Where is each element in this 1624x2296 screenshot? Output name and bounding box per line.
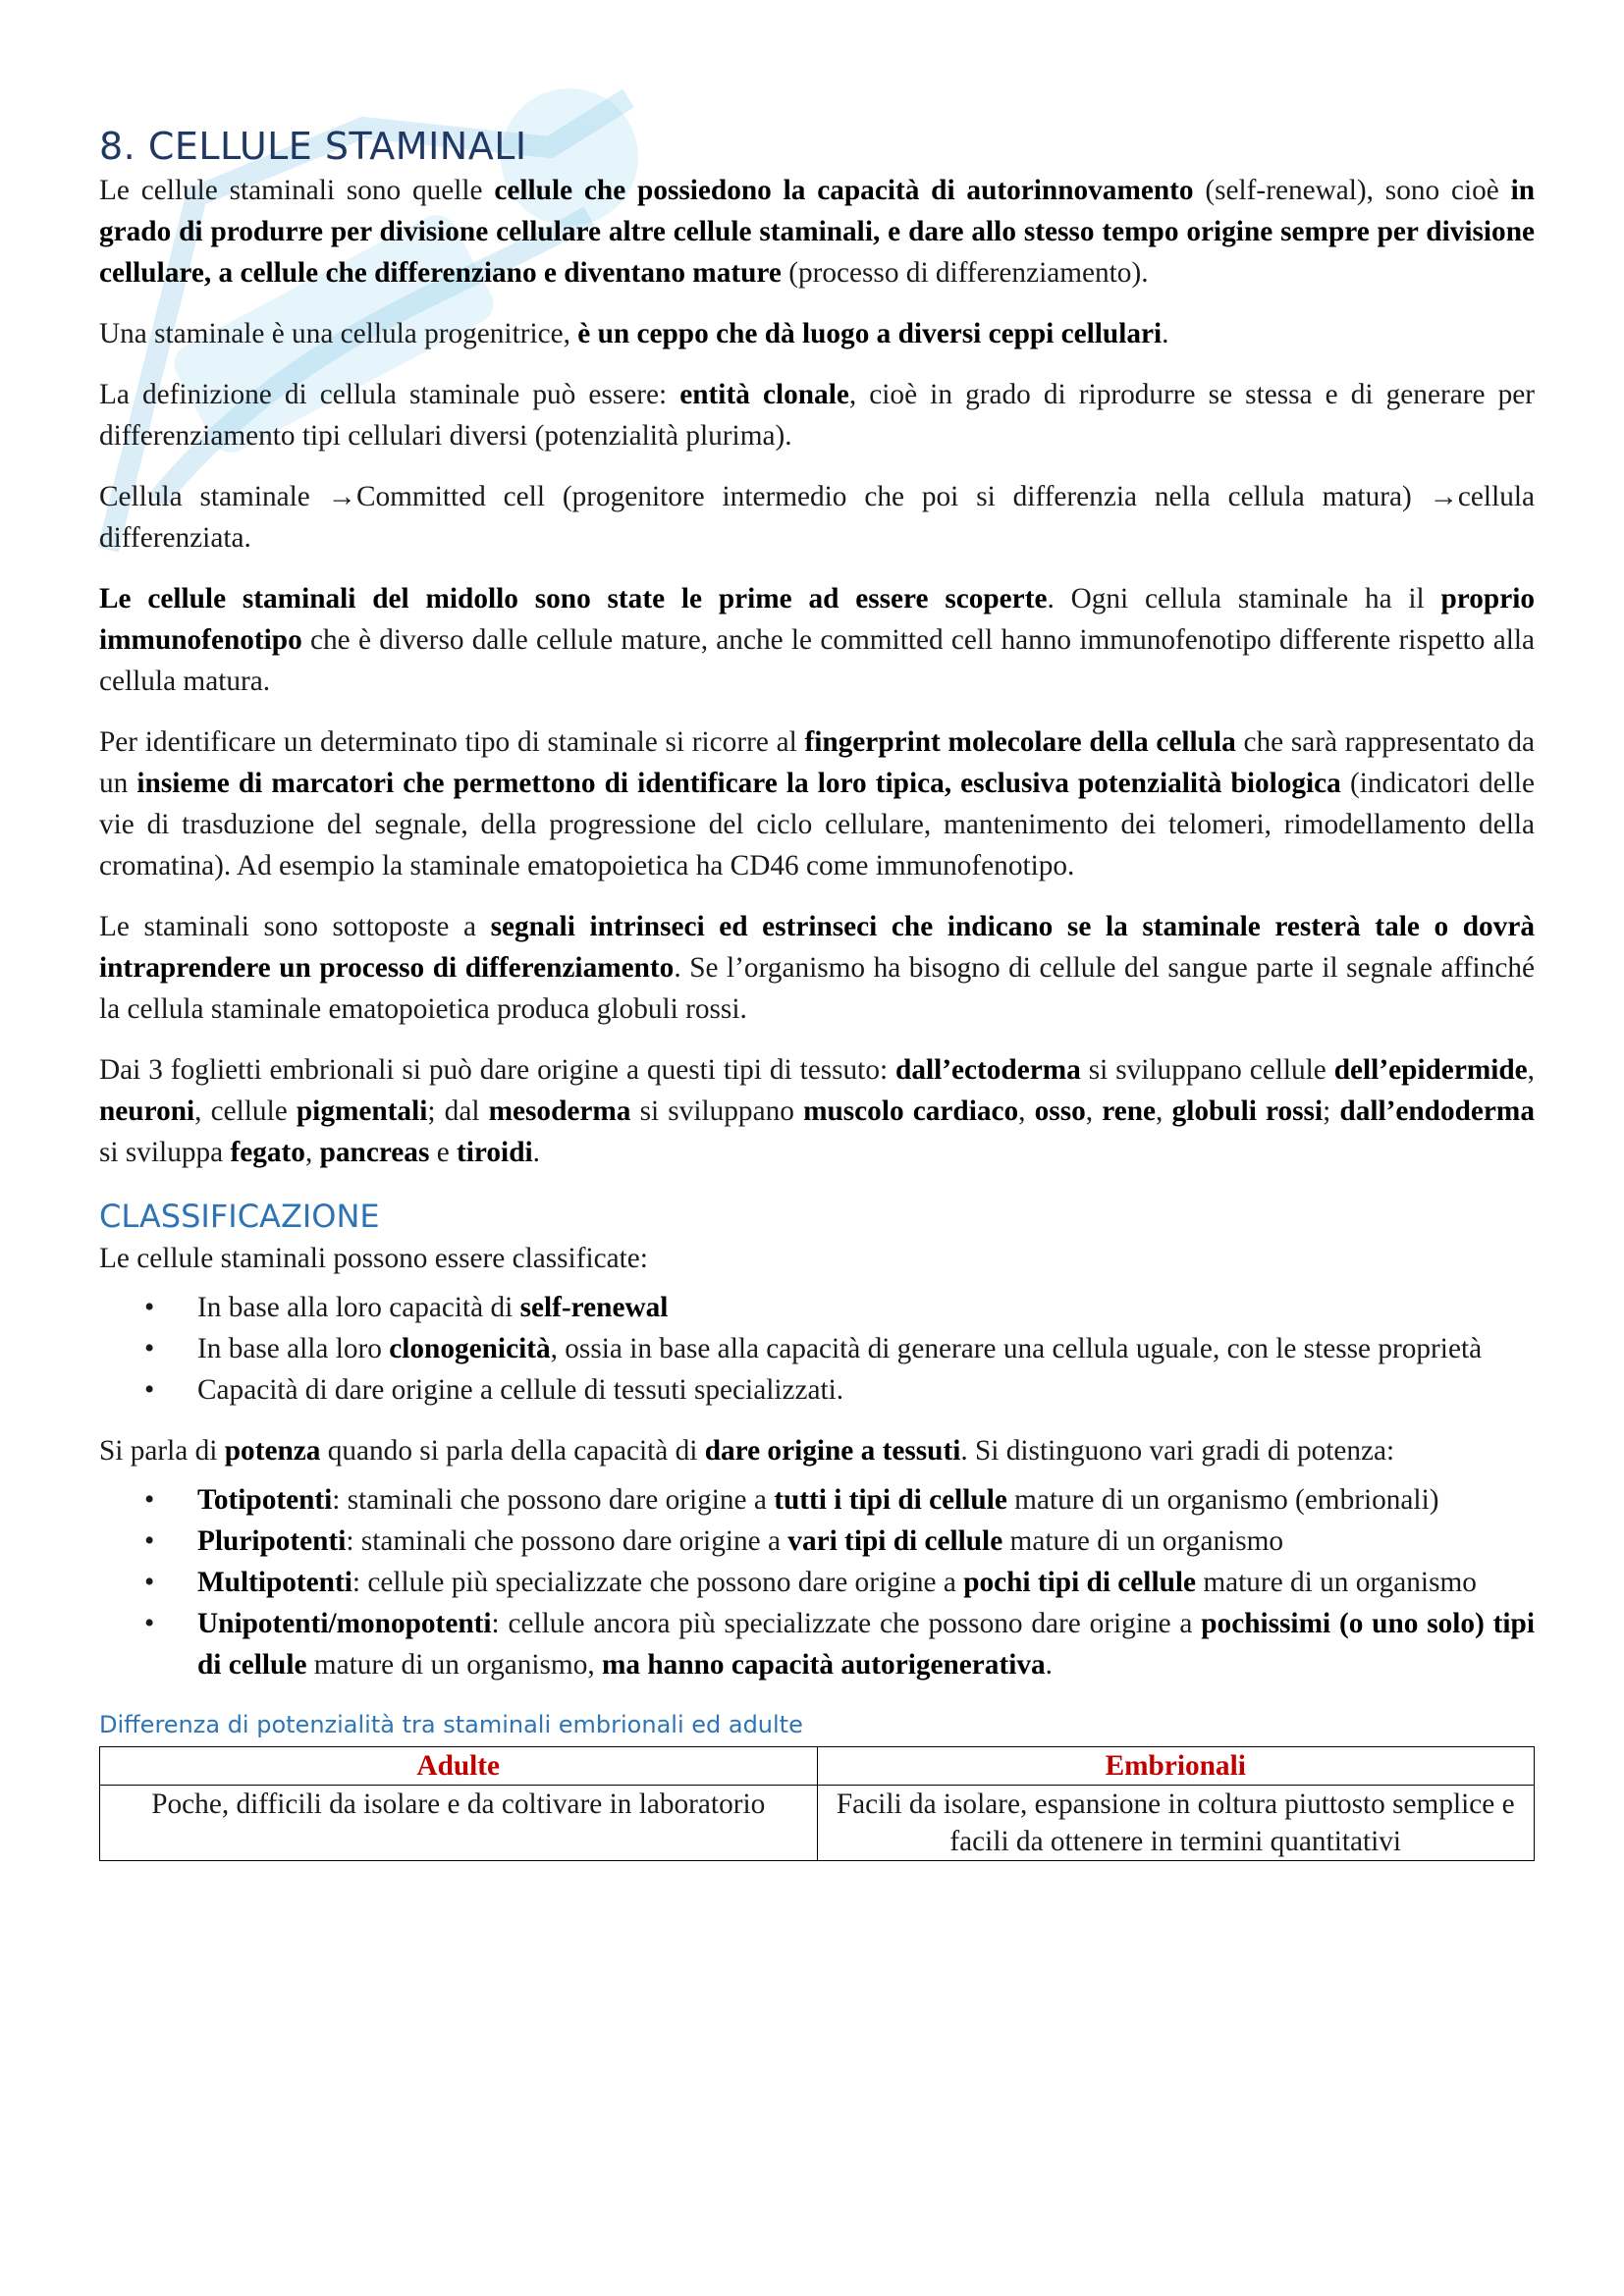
bold-text: rene xyxy=(1102,1095,1157,1127)
section-heading-classificazione: CLASSIFICAZIONE xyxy=(99,1198,380,1235)
text-run: , xyxy=(304,1137,320,1168)
bold-text: in grado di produrre per divisione cellulare altre cellule staminali, e dare allo stesso tempo origine sempre per divisione cellulare, a cellule che differenziano e diventano mature xyxy=(99,175,1536,289)
bold-text: fegato xyxy=(230,1137,305,1168)
text-run: ; dal xyxy=(427,1095,489,1127)
text-run: mature di un organismo xyxy=(1002,1525,1284,1557)
bold-text: pancreas xyxy=(319,1137,430,1168)
text-run: mature di un organismo, xyxy=(306,1649,603,1681)
bold-text: Unipotenti/monopotenti xyxy=(197,1608,492,1639)
text-run: , xyxy=(1527,1054,1535,1086)
text-run: Le cellule staminali sono quelle xyxy=(99,175,495,206)
text-run: Si parla di xyxy=(99,1435,225,1467)
text-run: Le staminali sono sottoposte a xyxy=(99,911,491,942)
potenza-paragraph xyxy=(99,1430,1535,1471)
bold-text: Totipotenti xyxy=(197,1484,333,1516)
bold-text: fingerprint molecolare della cellula xyxy=(804,726,1236,758)
potency-list xyxy=(99,1479,1535,1685)
intro-paragraph-8 xyxy=(99,1049,1535,1173)
text-run: si sviluppa xyxy=(99,1137,231,1168)
bold-text: dall’endoderma xyxy=(1339,1095,1535,1127)
text-run: che sarà rappresentato da un xyxy=(99,726,1535,799)
bullet-icon: • xyxy=(144,1608,155,1639)
text-run: ; xyxy=(1323,1095,1340,1127)
list-item xyxy=(99,1479,1535,1521)
bold-text: pochissimi (o uno solo) tipi di cellule xyxy=(197,1608,1535,1681)
text-run: : staminali che possono dare origine a xyxy=(346,1525,788,1557)
bold-text: globuli rossi xyxy=(1171,1095,1324,1127)
text-run: mature di un organismo (embrionali) xyxy=(1006,1484,1439,1516)
list-item xyxy=(99,1369,1535,1411)
bold-text: pigmentali xyxy=(296,1095,428,1127)
text-run: . xyxy=(1045,1649,1053,1681)
text-run: che è diverso dalle cellule mature, anche le committed cell hanno immunofenotipo differente rispetto alla cellula matura. xyxy=(99,624,1535,697)
bold-text: segnali intrinseci ed estrinseci che indicano se la staminale resterà tale o dovrà intraprendere un processo di differenziamento xyxy=(99,911,1535,984)
list-item xyxy=(99,1287,1535,1328)
text-run: si sviluppano xyxy=(630,1095,804,1127)
text-run: . xyxy=(532,1137,540,1168)
bold-text: dare origine a tessuti xyxy=(704,1435,961,1467)
list-item xyxy=(99,1562,1535,1603)
bold-text: self-renewal xyxy=(519,1292,669,1323)
bold-text: muscolo cardiaco xyxy=(803,1095,1019,1127)
list-item xyxy=(99,1328,1535,1369)
text-run: Per identificare un determinato tipo di staminale si ricorre al xyxy=(99,726,805,758)
intro-paragraph-1 xyxy=(99,170,1535,294)
bold-text: Multipotenti xyxy=(197,1567,352,1598)
list-item xyxy=(99,1603,1535,1685)
bold-text: dell’epidermide xyxy=(1333,1054,1528,1086)
intro-paragraph-7 xyxy=(99,906,1535,1030)
text-run: . Se l’organismo ha bisogno di cellule del sangue parte il segnale affinché la cellula staminale ematopoietica produca globuli rossi. xyxy=(99,952,1535,1025)
text-run: , cellule xyxy=(194,1095,297,1127)
comparison-table xyxy=(99,1746,1535,1861)
text-run: mature di un organismo xyxy=(1196,1567,1477,1598)
bullet-icon: • xyxy=(144,1525,155,1557)
intro-paragraph-2 xyxy=(99,313,1535,354)
bullet-icon: • xyxy=(144,1292,155,1323)
text-run: Una staminale è una cellula progenitrice, xyxy=(99,318,578,349)
bullet-icon: • xyxy=(144,1333,155,1364)
bold-text: vari tipi di cellule xyxy=(787,1525,1003,1557)
text-run: La definizione di cellula staminale può essere: xyxy=(99,379,680,410)
text-run: : staminali che possono dare origine a xyxy=(332,1484,775,1516)
bold-text: osso xyxy=(1034,1095,1086,1127)
classification-list xyxy=(99,1287,1535,1411)
intro-paragraph-5 xyxy=(99,578,1535,702)
bullet-icon: • xyxy=(144,1484,155,1516)
bold-text: proprio immunofenotipo xyxy=(99,583,1536,656)
table-cell-embrionali: Facili da isolare, espansione in coltura piuttosto semplice e facili da ottenere in termini quantitativi xyxy=(817,1786,1535,1861)
bold-text: Pluripotenti xyxy=(197,1525,347,1557)
bold-text: cellule che possiedono la capacità di autorinnovamento xyxy=(494,175,1194,206)
text-run: , xyxy=(1018,1095,1035,1127)
chapter-title: 8. CELLULE STAMINALI xyxy=(99,125,527,168)
text-run: : cellule ancora più specializzate che possono dare origine a xyxy=(491,1608,1202,1639)
bold-text: tutti i tipi di cellule xyxy=(774,1484,1007,1516)
subsection-heading-differenza: Differenza di potenzialità tra staminali embrionali ed adulte xyxy=(99,1711,803,1738)
text-run: . Si distinguono vari gradi di potenza: xyxy=(960,1435,1395,1467)
bullet-icon: • xyxy=(144,1567,155,1598)
bold-text: clonogenicità xyxy=(389,1333,551,1364)
text-run: Capacità di dare origine a cellule di tessuti specializzati. xyxy=(197,1374,844,1406)
text-run: quando si parla della capacità di xyxy=(320,1435,705,1467)
table-cell-adulte: Poche, difficili da isolare e da coltivare in laboratorio xyxy=(100,1786,818,1861)
intro-paragraph-3 xyxy=(99,374,1535,456)
text-run: , cioè in grado di riprodurre se stessa e di generare per differenziamento tipi cellulari diversi (potenzialità plurima). xyxy=(99,379,1535,452)
text-run: In base alla loro xyxy=(197,1333,390,1364)
text-run: (self-renewal), sono cioè xyxy=(1193,175,1511,206)
text-run: . Ogni cellula staminale ha il xyxy=(1047,583,1441,614)
bullet-icon: • xyxy=(144,1374,155,1406)
bold-text: tiroidi xyxy=(457,1137,533,1168)
text-run: In base alla loro capacità di xyxy=(197,1292,520,1323)
bold-text: potenza xyxy=(224,1435,321,1467)
text-run: Cellula staminale →Committed cell (progenitore intermedio che poi si differenzia nella cellula matura) →cellula differenziata. xyxy=(99,481,1535,554)
text-run: , xyxy=(1085,1095,1103,1127)
bold-text: entità clonale xyxy=(679,379,849,410)
text-run: Dai 3 foglietti embrionali si può dare origine a questi tipi di tessuto: xyxy=(99,1054,896,1086)
bold-text: insieme di marcatori che permettono di identificare la loro tipica, esclusiva potenzialità biologica xyxy=(136,768,1341,799)
bold-text: pochi tipi di cellule xyxy=(963,1567,1197,1598)
bold-text: è un ceppo che dà luogo a diversi ceppi cellulari xyxy=(577,318,1163,349)
classification-lead xyxy=(99,1238,1535,1279)
intro-paragraph-6 xyxy=(99,721,1535,886)
table-header-row xyxy=(100,1747,1535,1786)
bold-text: mesoderma xyxy=(488,1095,631,1127)
text-run: si sviluppano cellule xyxy=(1080,1054,1334,1086)
table-header-embrionali: Embrionali xyxy=(817,1747,1535,1786)
bold-text: Le cellule staminali del midollo sono state le prime ad essere scoperte xyxy=(99,583,1048,614)
table-header-adulte: Adulte xyxy=(100,1747,818,1786)
text-run: (indicatori delle vie di trasduzione del segnale, della progressione del ciclo cellulare, mantenimento dei telomeri, rimodellamento della cromatina). Ad esempio la staminale ematopoietica ha CD46 come immunofenotipo. xyxy=(99,768,1536,881)
text-run: , xyxy=(1156,1095,1172,1127)
text-run: . xyxy=(1162,318,1169,349)
bold-text: dall’ectoderma xyxy=(895,1054,1081,1086)
bold-text: neuroni xyxy=(99,1095,195,1127)
document-page xyxy=(99,123,1535,1861)
text-run: , ossia in base alla capacità di generare una cellula uguale, con le stesse proprietà xyxy=(550,1333,1483,1364)
list-item xyxy=(99,1521,1535,1562)
text-run: (processo di differenziamento). xyxy=(781,257,1149,289)
text-run: : cellule più specializzate che possono dare origine a xyxy=(352,1567,964,1598)
bold-text: ma hanno capacità autorigenerativa xyxy=(602,1649,1046,1681)
table-row xyxy=(100,1786,1535,1861)
intro-paragraph-4 xyxy=(99,476,1535,559)
text-run: Le cellule staminali possono essere classificate: xyxy=(99,1243,648,1274)
text-run: e xyxy=(429,1137,458,1168)
